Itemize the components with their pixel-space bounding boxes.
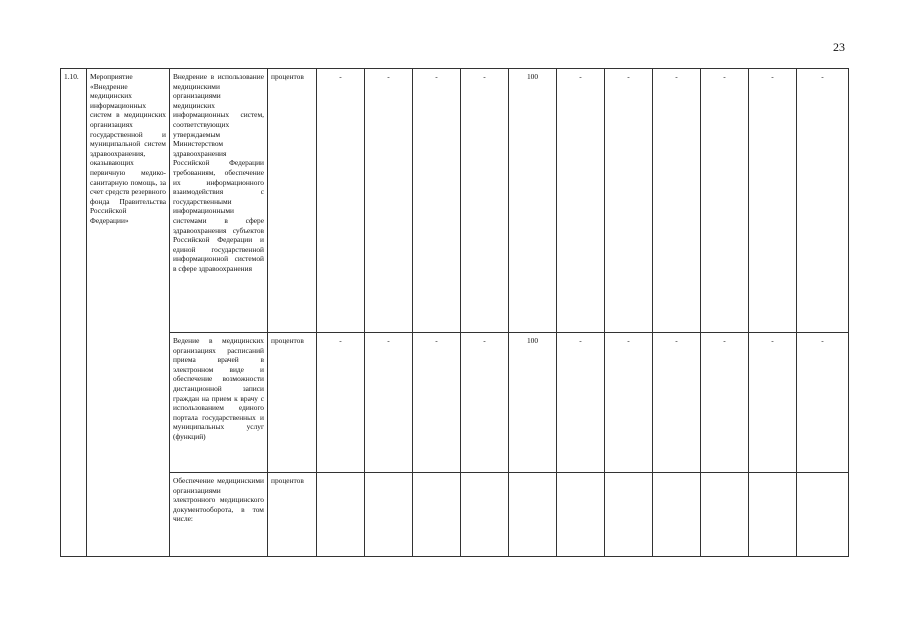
value-cell: - [749, 69, 797, 333]
value-cell [653, 473, 701, 557]
indicator-cell: Ведение в медицинских организациях расписаний приема врачей в электронном виде и обеспечение возможности дистанционной записи граждан на прием к врачу с использованием единого портала государственных и муниципальных услуг (функций) [170, 333, 268, 473]
value-cell: - [557, 333, 605, 473]
value-cell: - [653, 69, 701, 333]
value-cell [413, 473, 461, 557]
value-cell: - [413, 69, 461, 333]
value-cell [701, 473, 749, 557]
value-cell: - [605, 69, 653, 333]
table-row [61, 333, 849, 473]
value-cell: - [557, 69, 605, 333]
value-cell [317, 473, 365, 557]
value-cell: - [653, 333, 701, 473]
value-cell [557, 473, 605, 557]
table-row [61, 69, 849, 333]
value-cell [365, 473, 413, 557]
unit-cell: процентов [268, 333, 317, 473]
value-cell: - [365, 69, 413, 333]
row-number-cell: 1.10. [61, 69, 87, 557]
value-cell: - [365, 333, 413, 473]
value-cell [605, 473, 653, 557]
value-cell: - [797, 333, 849, 473]
page-number: 23 [833, 40, 845, 54]
value-cell: - [317, 333, 365, 473]
value-cell: - [461, 69, 509, 333]
value-cell [461, 473, 509, 557]
value-cell [509, 473, 557, 557]
table-row [61, 473, 849, 557]
measure-cell: Мероприятие «Внедрение медицинских информационных систем в медицинских организациях государственной и муниципальной систем здравоохранения, оказывающих первичную медико-санитарную помощь, за счет средств резервного фонда Правительства Российской Федерации» [87, 69, 170, 557]
value-cell: - [413, 333, 461, 473]
value-cell: - [701, 333, 749, 473]
value-cell: - [701, 69, 749, 333]
value-cell [749, 473, 797, 557]
indicators-table [60, 68, 849, 557]
value-cell: - [749, 333, 797, 473]
value-cell: - [317, 69, 365, 333]
value-cell: - [461, 333, 509, 473]
value-cell: - [797, 69, 849, 333]
value-cell: 100 [509, 333, 557, 473]
value-cell: - [605, 333, 653, 473]
unit-cell: процентов [268, 69, 317, 333]
indicator-cell: Обеспечение медицинскими организациями электронного медицинского документооборота, в том числе: [170, 473, 268, 557]
indicator-cell: Внедрение в использование медицинскими организациями медицинских информационных систем, соответствующих утверждаемым Министерством здравоохранения Российской Федерации требованиям, обеспечение их информационного взаимодействия с государственными информационными системами в сфере здравоохранения субъектов Российской Федерации и единой государственной информационной системой в сфере здравоохранения [170, 69, 268, 333]
value-cell [797, 473, 849, 557]
unit-cell: процентов [268, 473, 317, 557]
value-cell: 100 [509, 69, 557, 333]
